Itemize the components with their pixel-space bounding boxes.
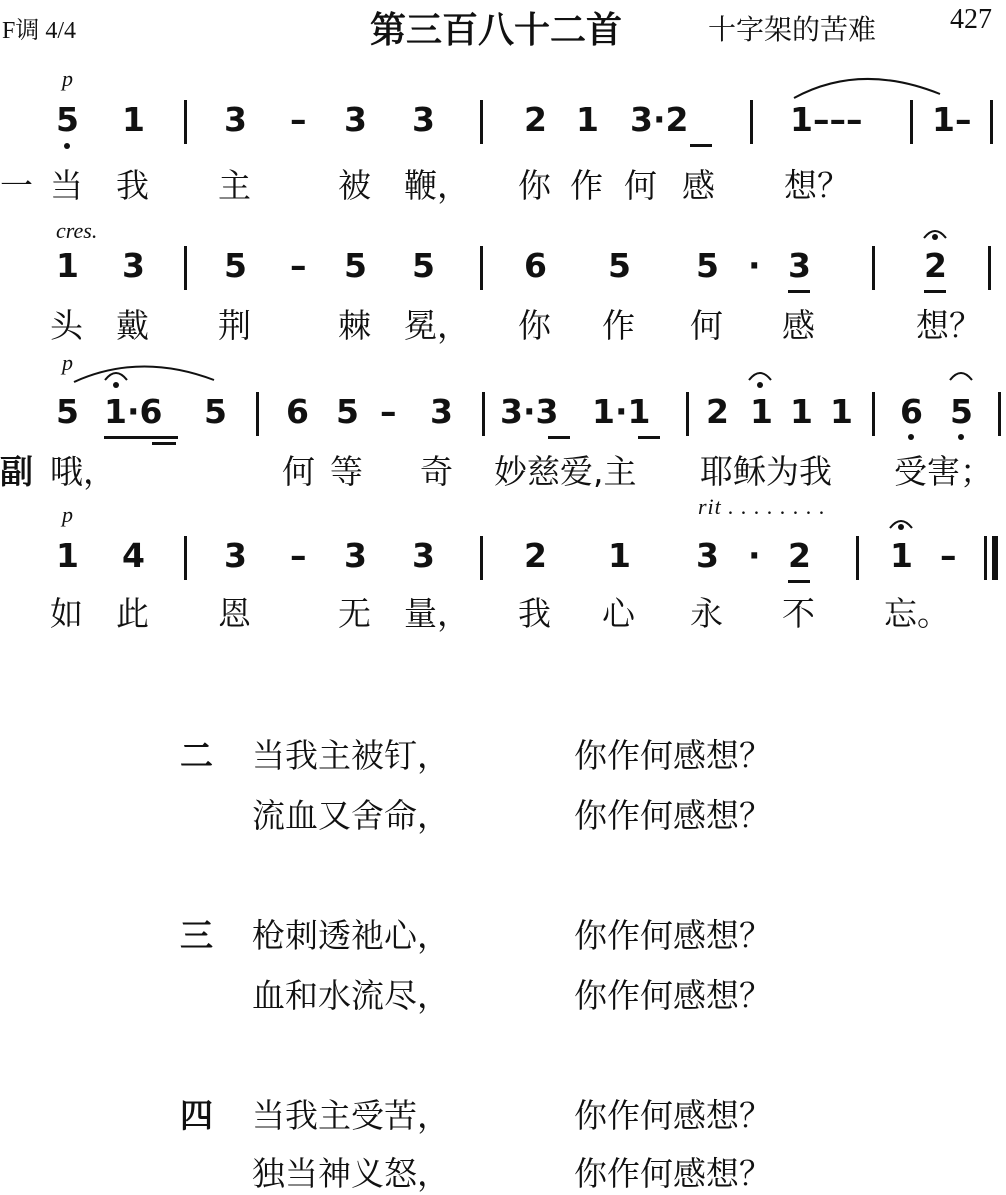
note: 6 <box>900 392 923 431</box>
lyric: 不 <box>782 594 815 633</box>
note: 5 <box>608 246 631 285</box>
barline <box>686 392 689 436</box>
page-number: 427 <box>950 4 992 35</box>
underline <box>690 144 712 147</box>
note: 1 <box>830 392 853 431</box>
note: 1 <box>56 536 79 575</box>
lyric: 你 <box>518 166 551 205</box>
note: 5 <box>336 392 359 431</box>
upper-octave-dot <box>113 382 119 388</box>
fermata <box>747 368 773 382</box>
barline <box>750 100 753 144</box>
underline <box>638 436 660 439</box>
verse-marker: 一 <box>0 166 33 205</box>
fermata <box>888 516 914 530</box>
slur-arc <box>70 358 220 386</box>
note: 2 <box>524 100 547 139</box>
underline <box>788 290 810 293</box>
notation-line-3 <box>0 392 1006 436</box>
fermata <box>948 368 974 382</box>
lyric: 想？ <box>916 306 982 345</box>
note: 1 <box>56 246 79 285</box>
dynamic-mark: p <box>62 66 73 91</box>
lower-octave-dot <box>64 143 70 149</box>
verse-line: 你作何感想？ <box>574 796 772 835</box>
lyric: 如 <box>50 594 83 633</box>
note: 3·3 <box>500 392 559 431</box>
note: 3 <box>412 536 435 575</box>
barline <box>184 246 187 290</box>
key-signature: F调 4/4 <box>2 18 77 44</box>
note: – <box>940 536 957 575</box>
note: · <box>748 246 761 285</box>
verse-line: 枪刺透祂心， <box>252 916 450 955</box>
lyric: 等 <box>330 452 363 491</box>
note: – <box>380 392 397 431</box>
barline <box>480 536 483 580</box>
note: 5 <box>56 392 79 431</box>
lyric: 心 <box>602 594 635 633</box>
lyric-line-3 <box>0 446 1006 490</box>
verse-line: 当我主受苦， <box>252 1096 450 1135</box>
note: 3 <box>344 536 367 575</box>
note: 3 <box>224 100 247 139</box>
underline <box>104 436 178 439</box>
note: 6 <box>286 392 309 431</box>
note: 3 <box>412 100 435 139</box>
note: 5 <box>224 246 247 285</box>
verse-line: 流血又舍命， <box>252 796 450 835</box>
lyric: 何 <box>282 452 315 491</box>
underline <box>924 290 946 293</box>
underline <box>548 436 570 439</box>
lyric: 感 <box>782 306 815 345</box>
lyric: 奇 <box>420 452 453 491</box>
lyric: 当 <box>50 166 83 205</box>
note: 1 <box>122 100 145 139</box>
verse-line: 你作何感想？ <box>574 916 772 955</box>
lyric: 想？ <box>784 166 850 205</box>
lyric: 被 <box>338 166 371 205</box>
lyric: 主 <box>218 166 251 205</box>
dynamic-mark: p <box>62 502 73 527</box>
dynamic-mark: cres. <box>56 218 98 243</box>
hymn-number-title: 第三百八十二首 <box>370 10 623 51</box>
hymn-title: 十字架的苦难 <box>708 13 877 46</box>
underline <box>788 580 810 583</box>
note: 3 <box>122 246 145 285</box>
lyric: 作 <box>602 306 635 345</box>
lyric: 我 <box>518 594 551 633</box>
barline <box>184 100 187 144</box>
note: 2 <box>924 246 947 285</box>
lyric: 何 <box>690 306 723 345</box>
note: 2 <box>706 392 729 431</box>
note: 3 <box>788 246 811 285</box>
note: – <box>290 246 307 285</box>
lyric: 忘。 <box>884 594 950 633</box>
note: 1– <box>932 100 972 139</box>
barline <box>872 246 875 290</box>
barline <box>998 392 1001 436</box>
final-barline-thin <box>984 536 987 580</box>
barline <box>256 392 259 436</box>
underline <box>152 442 176 445</box>
note: 2 <box>524 536 547 575</box>
lyric-line-2 <box>0 300 1006 344</box>
note: 5 <box>204 392 227 431</box>
fermata <box>103 368 129 382</box>
lyric: 冕， <box>404 306 470 345</box>
note: 1––– <box>790 100 863 139</box>
note: 4 <box>122 536 145 575</box>
lower-octave-dot <box>958 434 964 440</box>
lyric: 头 <box>50 306 83 345</box>
verse-number: 四 <box>180 1096 213 1135</box>
note: 1 <box>608 536 631 575</box>
lyric: 量， <box>404 594 470 633</box>
note: 5 <box>950 392 973 431</box>
note: · <box>748 536 761 575</box>
fermata <box>922 226 948 240</box>
verse-line: 你作何感想？ <box>574 1154 772 1193</box>
note: 1·1 <box>592 392 651 431</box>
note: 3 <box>430 392 453 431</box>
note: 3 <box>696 536 719 575</box>
note: 1 <box>576 100 599 139</box>
lyric: 耶稣为我 <box>700 452 832 491</box>
barline <box>990 100 993 144</box>
barline <box>856 536 859 580</box>
verse-line: 血和水流尽， <box>252 976 450 1015</box>
lyric-line-4 <box>0 588 1006 632</box>
note: 1·6 <box>104 392 163 431</box>
lyric: 荆 <box>218 306 251 345</box>
lyric: 恩 <box>218 594 251 633</box>
barline <box>184 536 187 580</box>
verse-number: 三 <box>180 916 213 955</box>
lyric: 永 <box>690 594 723 633</box>
barline <box>480 246 483 290</box>
lyric: 妙慈爱,主 <box>494 452 637 491</box>
note: 3·2 <box>630 100 689 139</box>
refrain-marker: 副 <box>0 452 33 491</box>
lyric: 鞭， <box>404 166 470 205</box>
lower-octave-dot <box>908 434 914 440</box>
verse-line: 独当神义怒， <box>252 1154 450 1193</box>
lyric: 棘 <box>338 306 371 345</box>
tempo-mark-rit: rit . . . . . . . . <box>698 494 826 519</box>
note: 5 <box>696 246 719 285</box>
verse-number: 二 <box>180 736 213 775</box>
lyric: 无 <box>338 594 371 633</box>
lyric: 何 <box>624 166 657 205</box>
barline <box>988 246 991 290</box>
note: 5 <box>412 246 435 285</box>
dynamic-mark: p <box>62 350 73 375</box>
verse-line: 你作何感想？ <box>574 736 772 775</box>
note: 1 <box>890 536 913 575</box>
barline <box>482 392 485 436</box>
note: 5 <box>344 246 367 285</box>
lyric: 你 <box>518 306 551 345</box>
lyric: 感 <box>682 166 715 205</box>
note: 1 <box>790 392 813 431</box>
notation-line-2 <box>0 246 1006 290</box>
note: 5 <box>56 100 79 139</box>
barline <box>910 100 913 144</box>
verse-line: 当我主被钉， <box>252 736 450 775</box>
verse-line: 你作何感想？ <box>574 1096 772 1135</box>
lyric-line-1 <box>0 160 1006 204</box>
note: 3 <box>344 100 367 139</box>
tie-arc <box>790 70 950 100</box>
verse-line: 你作何感想？ <box>574 976 772 1015</box>
notation-line-1 <box>0 100 1006 144</box>
note: 3 <box>224 536 247 575</box>
upper-octave-dot <box>757 382 763 388</box>
lyric: 受害； <box>894 452 993 491</box>
lyric: 哦， <box>50 452 116 491</box>
barline <box>480 100 483 144</box>
barline <box>872 392 875 436</box>
note: 1 <box>750 392 773 431</box>
final-barline-thick <box>992 536 998 580</box>
note: – <box>290 536 307 575</box>
note: – <box>290 100 307 139</box>
note: 6 <box>524 246 547 285</box>
lyric: 此 <box>116 594 149 633</box>
lyric: 作 <box>570 166 603 205</box>
note: 2 <box>788 536 811 575</box>
lyric: 戴 <box>116 306 149 345</box>
lyric: 我 <box>116 166 149 205</box>
